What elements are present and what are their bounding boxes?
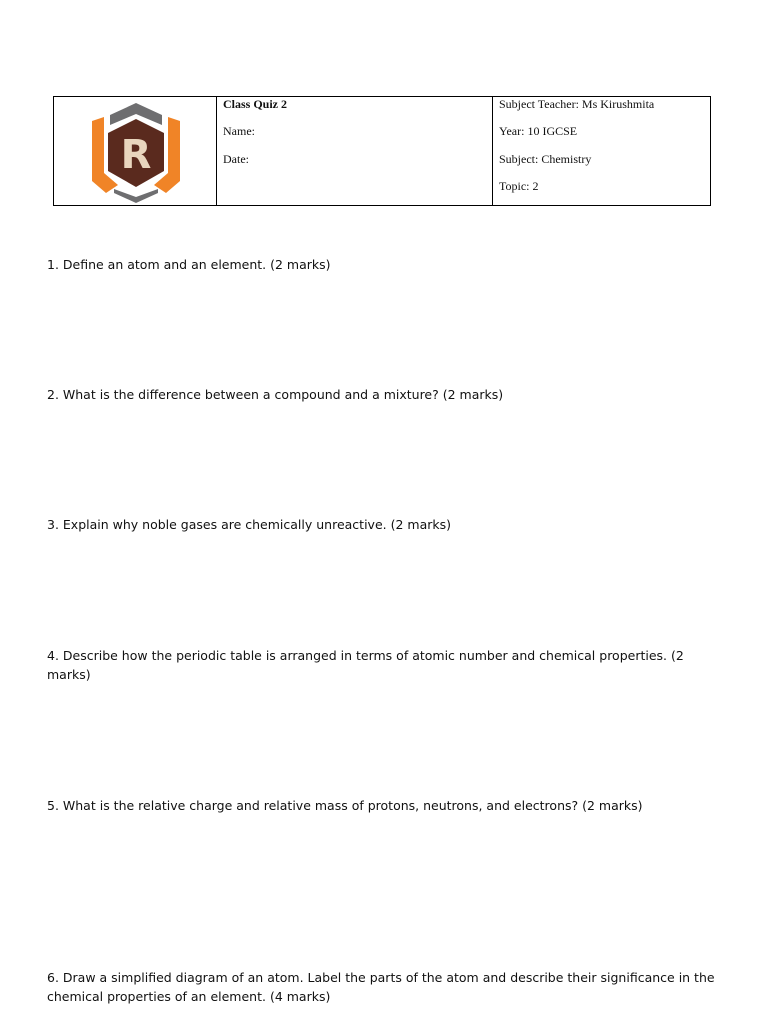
name-label: Name:	[223, 124, 255, 138]
logo-letter: R	[120, 132, 152, 178]
subject-teacher: Subject Teacher: Ms Kirushmita	[499, 97, 655, 111]
question-6: 6. Draw a simplified diagram of an atom. Label the parts of the atom and describe their significance in the chemical properties of an element. (4 marks)	[47, 970, 715, 1004]
subject-info-cell	[493, 97, 711, 206]
year-label: Year: 10 IGCSE	[499, 124, 578, 138]
date-label: Date:	[223, 152, 249, 166]
quiz-header-table	[53, 96, 711, 206]
question-1: 1. Define an atom and an element. (2 marks)	[47, 257, 331, 272]
logo-cell	[54, 97, 217, 206]
school-logo-icon	[90, 101, 182, 203]
subject-label: Subject: Chemistry	[499, 152, 592, 166]
question-4: 4. Describe how the periodic table is arranged in terms of atomic number and chemical properties. (2 marks)	[47, 648, 684, 682]
question-5: 5. What is the relative charge and relative mass of protons, neutrons, and electrons? (2 marks)	[47, 798, 643, 813]
question-2: 2. What is the difference between a compound and a mixture? (2 marks)	[47, 387, 504, 402]
student-info-cell	[217, 97, 493, 206]
question-3: 3. Explain why noble gases are chemically unreactive. (2 marks)	[47, 517, 451, 532]
quiz-title: Class Quiz 2	[223, 97, 288, 111]
topic-label: Topic: 2	[499, 179, 539, 193]
